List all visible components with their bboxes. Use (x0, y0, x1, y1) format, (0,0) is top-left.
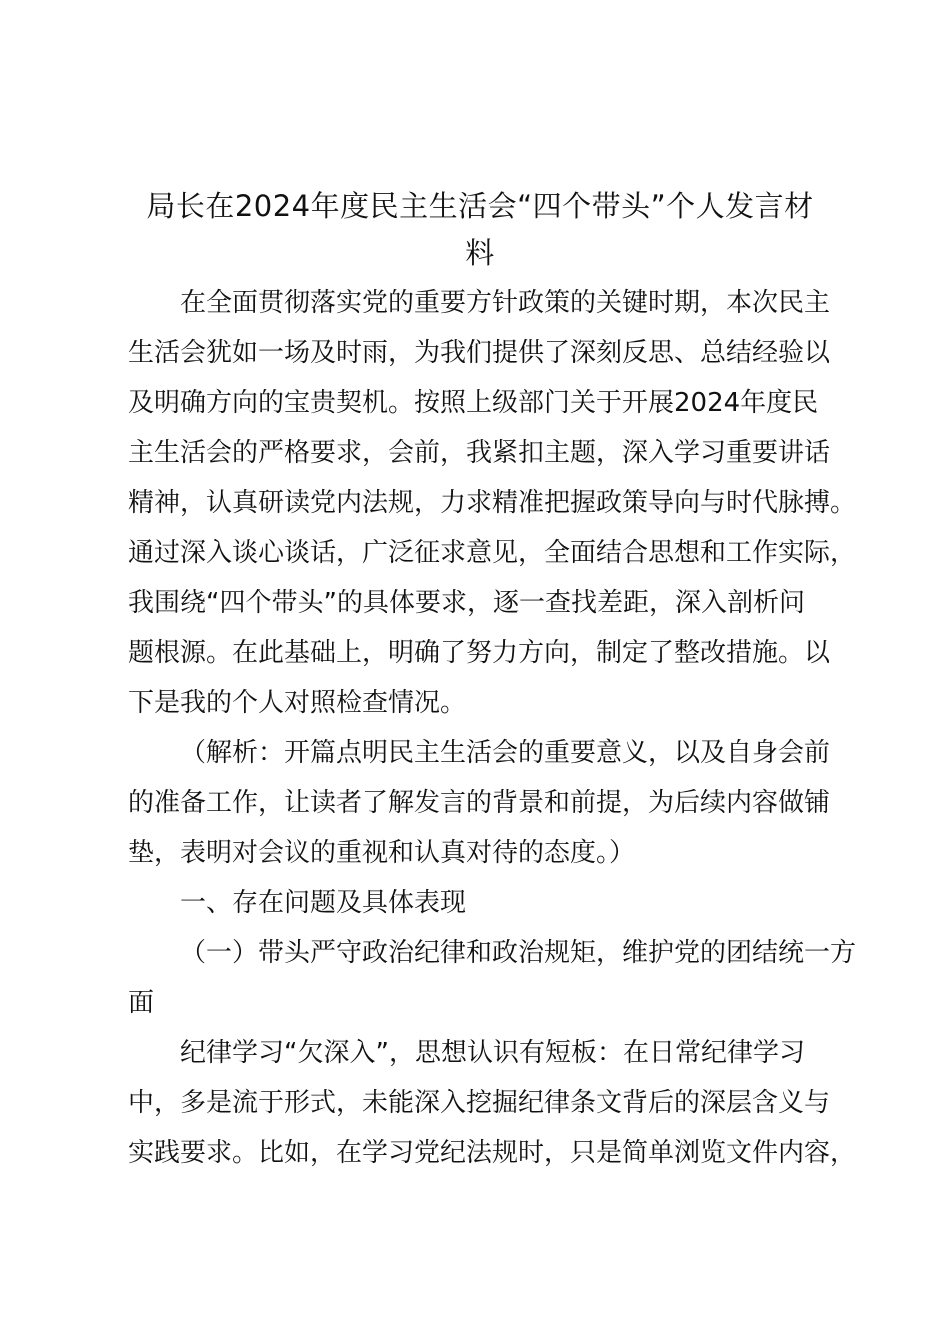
text-line: 中，多是流于形式，未能深入挖掘纪律条文背后的深层含义与 (128, 1088, 831, 1118)
text-line: 在全面贯彻落实党的重要方针政策的关键时期，本次民主 (180, 288, 831, 318)
paragraph-analysis (128, 728, 848, 878)
text-line: 的准备工作，让读者了解发言的背景和前提，为后续内容做铺 (128, 788, 831, 818)
text-line: 一、存在问题及具体表现 (180, 888, 467, 918)
text-line: 主生活会的严格要求，会前，我紧扣主题，深入学习重要讲话 (128, 438, 831, 468)
text-line: 下是我的个人对照检查情况。 (128, 688, 467, 718)
text-line: 精神，认真研读党内法规，力求精准把握政策导向与时代脉搏。 (128, 488, 857, 518)
text-line: （一）带头严守政治纪律和政治规矩，维护党的团结统一方 (180, 938, 857, 968)
title-line: 局长在2024年度民主生活会“四个带头”个人发言材 (146, 189, 814, 223)
paragraph-discipline (128, 1028, 857, 1178)
paragraph-intro (128, 278, 857, 728)
text-line: 通过深入谈心谈话，广泛征求意见，全面结合思想和工作实际， (128, 538, 857, 568)
document-title (120, 183, 840, 277)
text-line: 纪律学习“欠深入”，思想认识有短板：在日常纪律学习 (180, 1038, 805, 1068)
text-line: 面 (128, 988, 155, 1018)
text-line: 题根源。在此基础上，明确了努力方向，制定了整改措施。以 (128, 638, 831, 668)
text-line: （解析：开篇点明民主生活会的重要意义，以及自身会前 (180, 738, 831, 768)
text-line: 垫，表明对会议的重视和认真对待的态度。） (128, 838, 636, 868)
text-line: 及明确方向的宝贵契机。按照上级部门关于开展2024年度民 (128, 388, 819, 418)
subsection-heading (128, 928, 857, 1028)
text-line: 生活会犹如一场及时雨，为我们提供了深刻反思、总结经验以 (128, 338, 831, 368)
document-body (128, 278, 857, 1178)
section-heading (128, 878, 848, 928)
text-line: 我围绕“四个带头”的具体要求，逐一查找差距，深入剖析问 (128, 588, 805, 618)
title-line: 料 (465, 236, 495, 270)
text-line: 实践要求。比如，在学习党纪法规时，只是简单浏览文件内容， (128, 1138, 857, 1168)
